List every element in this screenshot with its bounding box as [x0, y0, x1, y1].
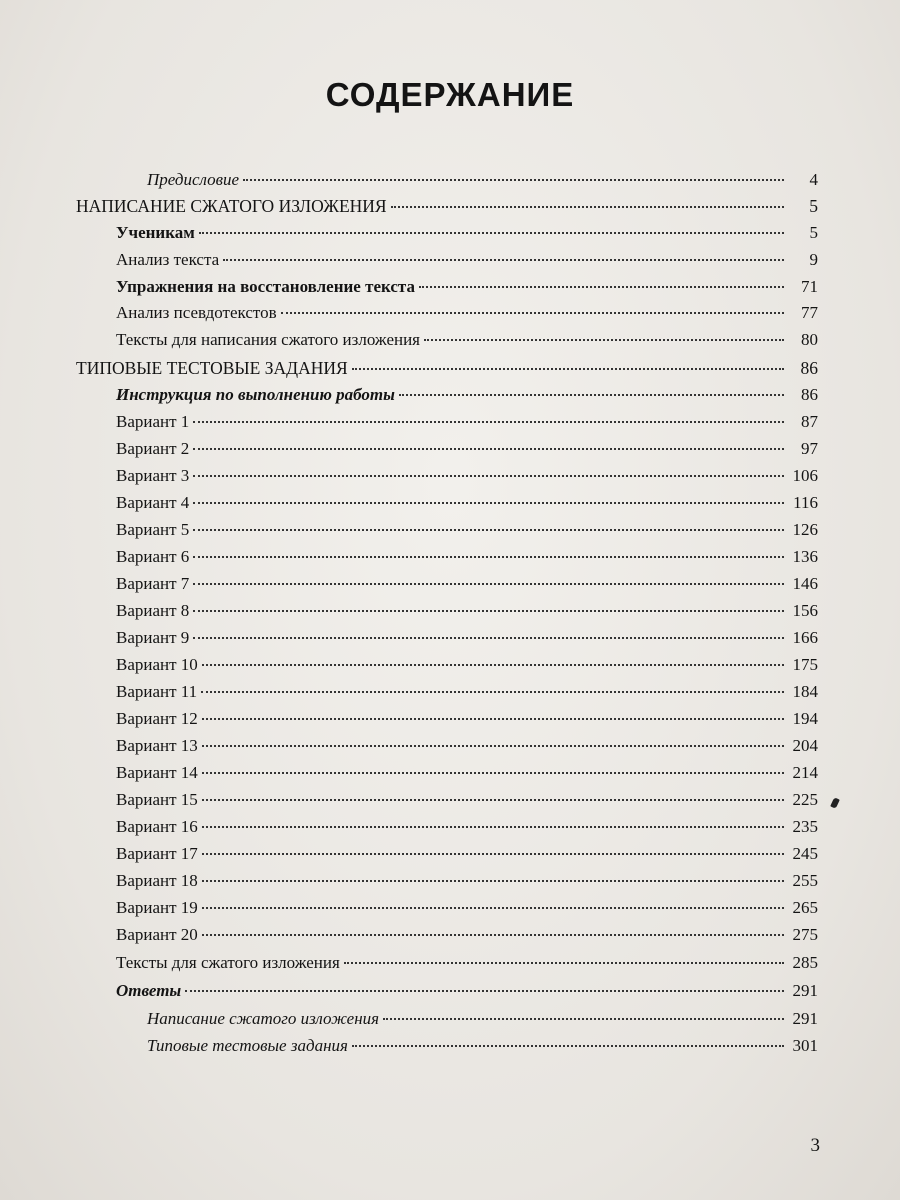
toc-entry-page: 214	[792, 763, 818, 782]
toc-entry-page: 4	[809, 170, 818, 189]
toc-entry-variant	[116, 817, 818, 843]
toc-entry-label: Упражнения на восстановление текста	[116, 277, 415, 296]
toc-entry-label: Вариант 3	[116, 466, 190, 485]
toc-entry-variant	[116, 709, 818, 735]
toc-entry-label: Анализ текста	[116, 250, 220, 269]
toc-entry-variant	[116, 547, 818, 573]
toc-entry-page: 126	[792, 520, 818, 539]
dot-leader	[419, 286, 784, 288]
dot-leader	[391, 206, 784, 208]
toc-entry-page: 275	[792, 925, 818, 944]
toc-entry-page: 86	[801, 385, 818, 404]
dot-leader	[193, 475, 784, 477]
toc-entry-answers-tests	[147, 1036, 818, 1062]
toc-entry-variant	[116, 844, 818, 870]
toc-entry-label: Вариант 16	[116, 817, 198, 836]
dot-leader	[199, 232, 784, 234]
toc-entry-page: 80	[801, 330, 818, 349]
toc-entry-summary-texts	[116, 330, 818, 356]
toc-entry-page: 166	[792, 628, 818, 647]
toc-entry-page: 291	[792, 1009, 818, 1028]
toc-entry-label: Вариант 19	[116, 898, 198, 917]
toc-entry-label: Вариант 15	[116, 790, 198, 809]
toc-entry-page: 77	[801, 303, 818, 322]
dot-leader	[202, 745, 784, 747]
toc-entry-variant	[116, 439, 818, 465]
dot-leader	[243, 179, 784, 181]
toc-entry-summary-texts-2	[116, 953, 818, 979]
dot-leader	[202, 826, 784, 828]
toc-entry-page: 301	[792, 1036, 818, 1055]
toc-entry-label: Инструкция по выполнению работы	[116, 385, 395, 404]
toc-entry-label: Анализ псевдотекстов	[116, 303, 277, 322]
toc-entry-variant	[116, 682, 818, 708]
toc-entry-label: Вариант 17	[116, 844, 198, 863]
toc-entry-text-analysis	[116, 250, 818, 276]
toc-entry-variant	[116, 925, 818, 951]
dot-leader	[193, 421, 784, 423]
toc-entry-variant	[116, 655, 818, 681]
toc-entry-page: 71	[801, 277, 818, 296]
dot-leader	[193, 556, 784, 558]
toc-entry-page: 285	[792, 953, 818, 972]
toc-entry-variant	[116, 790, 818, 816]
toc-entry-label: Вариант 12	[116, 709, 198, 728]
toc-entry-page: 245	[792, 844, 818, 863]
toc-entry-page: 146	[792, 574, 818, 593]
toc-entry-variant	[116, 736, 818, 762]
toc-entry-label: Ученикам	[116, 223, 195, 242]
toc-entry-page: 136	[792, 547, 818, 566]
toc-entry-instructions	[116, 385, 818, 411]
dot-leader	[223, 259, 784, 261]
toc-entry-page: 116	[793, 493, 818, 512]
toc-entry-label: Вариант 9	[116, 628, 190, 647]
toc-entry-label: Типовые тестовые задания	[147, 1036, 348, 1055]
toc-entry-label: Вариант 1	[116, 412, 190, 431]
toc-entry-variant	[116, 466, 818, 492]
toc-entry-label: Вариант 2	[116, 439, 190, 458]
dot-leader	[352, 1045, 784, 1047]
toc-entry-page: 265	[792, 898, 818, 917]
dot-leader	[399, 394, 784, 396]
toc-entry-label: Вариант 6	[116, 547, 190, 566]
toc-entry-label: Ответы	[116, 981, 182, 1000]
toc-entry-students	[116, 223, 818, 249]
toc-entry-variant	[116, 601, 818, 627]
toc-entry-label: Предисловие	[147, 170, 240, 189]
toc-entry-label: НАПИСАНИЕ СЖАТОГО ИЗЛОЖЕНИЯ	[76, 196, 387, 216]
dot-leader	[344, 962, 784, 964]
dot-leader	[201, 691, 784, 693]
toc-entry-label: Вариант 18	[116, 871, 198, 890]
dot-leader	[202, 853, 784, 855]
toc-entry-page: 87	[801, 412, 818, 431]
toc-entry-page: 204	[792, 736, 818, 755]
toc-entry-variant	[116, 871, 818, 897]
toc-entry-page: 97	[801, 439, 818, 458]
dot-leader	[193, 637, 784, 639]
toc-entry-label: Написание сжатого изложения	[147, 1009, 380, 1028]
toc-entry-variant	[116, 412, 818, 438]
toc-entry-label: Тексты для написания сжатого изложения	[116, 330, 420, 349]
dot-leader	[383, 1018, 784, 1020]
toc-entry-page: 156	[792, 601, 818, 620]
page-number: 3	[810, 1135, 820, 1156]
toc-entry-restoration-exercises	[116, 277, 818, 303]
dot-leader	[202, 664, 784, 666]
dot-leader	[193, 448, 784, 450]
toc-entry-variant	[116, 520, 818, 546]
dot-leader	[193, 502, 784, 504]
toc-entry-variant	[116, 763, 818, 789]
dot-leader	[202, 907, 784, 909]
dot-leader	[193, 610, 784, 612]
page-title: СОДЕРЖАНИЕ	[325, 76, 575, 113]
toc-entry-page: 184	[792, 682, 818, 701]
toc-section-typical-tests	[76, 358, 818, 384]
toc-section-compressed-summary	[76, 196, 818, 222]
toc-entry-label: Вариант 8	[116, 601, 190, 620]
toc-entry-label: ТИПОВЫЕ ТЕСТОВЫЕ ЗАДАНИЯ	[76, 358, 348, 378]
toc-entry-label: Вариант 13	[116, 736, 198, 755]
toc-entry-answers	[116, 981, 818, 1007]
toc-entry-label: Вариант 14	[116, 763, 198, 782]
toc-entry-variant	[116, 493, 818, 519]
dot-leader	[202, 799, 784, 801]
toc-entry-variant	[116, 574, 818, 600]
dot-leader	[202, 718, 784, 720]
toc-entry-preface	[147, 170, 818, 196]
dot-leader	[281, 312, 784, 314]
toc-entry-page: 5	[809, 223, 818, 242]
toc-entry-label: Вариант 4	[116, 493, 190, 512]
toc-entry-label: Вариант 20	[116, 925, 198, 944]
dot-leader	[202, 934, 784, 936]
toc-entry-page: 5	[809, 196, 818, 216]
toc-entry-page: 106	[792, 466, 818, 485]
toc-entry-label: Вариант 7	[116, 574, 190, 593]
dot-leader	[193, 583, 784, 585]
dot-leader	[185, 990, 784, 992]
toc-entry-answers-summary	[147, 1009, 818, 1035]
dot-leader	[202, 880, 784, 882]
toc-entry-variant	[116, 628, 818, 654]
dot-leader	[202, 772, 784, 774]
toc-entry-page: 194	[792, 709, 818, 728]
toc-entry-page: 255	[792, 871, 818, 890]
dot-leader	[193, 529, 784, 531]
toc-entry-page: 86	[800, 358, 818, 378]
dot-leader	[424, 339, 784, 341]
toc-entry-label: Вариант 5	[116, 520, 190, 539]
toc-entry-page: 175	[792, 655, 818, 674]
toc-entry-page: 235	[792, 817, 818, 836]
toc-entry-label: Вариант 10	[116, 655, 198, 674]
toc-entry-page: 225	[792, 790, 818, 809]
toc-entry-label: Тексты для сжатого изложения	[116, 953, 340, 972]
toc-entry-label: Вариант 11	[116, 682, 198, 701]
toc-entry-pseudotext-analysis	[116, 303, 818, 329]
toc-entry-page: 9	[809, 250, 818, 269]
toc-entry-variant	[116, 898, 818, 924]
dot-leader	[352, 368, 784, 370]
toc-entry-page: 291	[792, 981, 818, 1000]
